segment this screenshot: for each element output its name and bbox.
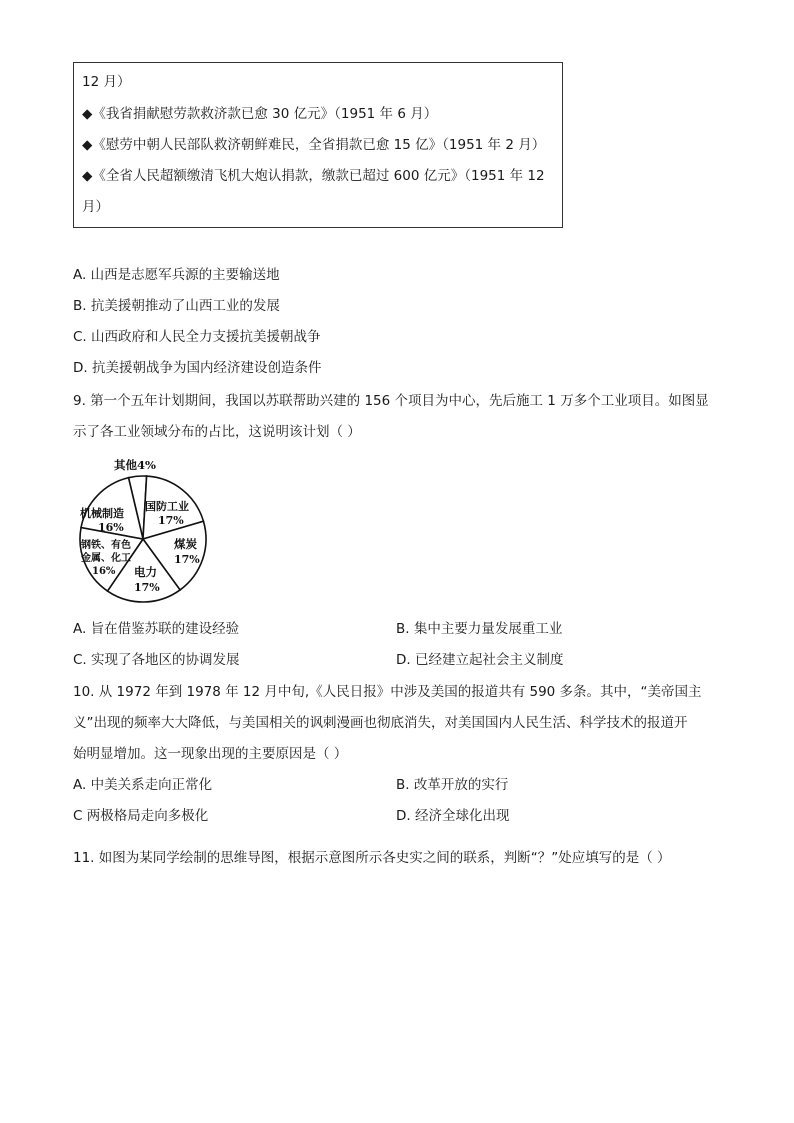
q10-option-b: B. 改革开放的实行 — [396, 777, 509, 793]
box-line-3: ◆《慰劳中朝人民部队救济朝鲜难民，全省捐款已愈 15 亿》（1951 年 2 月） — [82, 137, 546, 153]
box-line-1: 12 月） — [82, 74, 131, 90]
source-box — [73, 62, 563, 228]
q10-option-c: C 两极格局走向多极化 — [73, 808, 209, 824]
label-other: 其他4% — [114, 458, 156, 472]
q10-stem-line-2: 义”出现的频率大大降低，与美国相关的讽刺漫画也彻底消失，对美国国内人民生活、科学技术的报道开 — [73, 715, 688, 731]
q9-stem-line-2: 示了各工业领域分布的占比，这说明该计划（ ） — [73, 424, 361, 440]
label-steel-2: 金属、化工 — [81, 553, 131, 564]
q10-option-a: A. 中美关系走向正常化 — [73, 777, 213, 793]
q9-option-d: D. 已经建立起社会主义制度 — [396, 652, 564, 668]
label-machine: 机械制造 — [80, 507, 124, 520]
label-power: 电力 — [134, 565, 157, 579]
q8-option-b: B. 抗美援朝推动了山西工业的发展 — [73, 298, 280, 314]
q9-option-b: B. 集中主要力量发展重工业 — [396, 621, 563, 637]
label-power-pct: 17% — [134, 581, 160, 594]
label-steel-1: 钢铁、有色 — [81, 540, 131, 551]
q8-option-a: A. 山西是志愿军兵源的主要输送地 — [73, 267, 280, 283]
box-line-5: 月） — [82, 199, 109, 215]
label-coal-pct: 17% — [174, 553, 200, 566]
label-defense: 国防工业 — [145, 500, 189, 513]
q9-option-a: A. 旨在借鉴苏联的建设经验 — [73, 621, 240, 637]
box-line-4: ◆《全省人民超额缴清飞机大炮认捐款，缴款已超过 600 亿元》（1951 年 12 — [82, 168, 545, 184]
q8-option-d: D. 抗美援朝战争为国内经济建设创造条件 — [73, 360, 322, 376]
q10-stem-line-3: 始明显增加。这一现象出现的主要原因是（ ） — [73, 746, 348, 762]
q11-stem-line-1: 11. 如图为某同学绘制的思维导图，根据示意图所示各史实之间的联系，判断“？”处应填写的是（ ） — [73, 850, 671, 866]
label-defense-pct: 17% — [158, 514, 184, 527]
label-coal: 煤炭 — [174, 537, 197, 551]
label-steel-pct: 16% — [92, 566, 116, 577]
pie-chart — [76, 452, 216, 612]
q10-option-d: D. 经济全球化出现 — [396, 808, 510, 824]
q10-stem-line-1: 10. 从 1972 年到 1978 年 12 月中旬,《人民日报》中涉及美国的报道共有 590 多条。其中，“美帝国主 — [73, 684, 702, 700]
q9-stem-line-1: 9. 第一个五年计划期间，我国以苏联帮助兴建的 156 个项目为中心，先后施工 1 万多个工业项目。如图显 — [73, 393, 709, 409]
q9-option-c: C. 实现了各地区的协调发展 — [73, 652, 240, 668]
label-machine-pct: 16% — [98, 521, 124, 534]
box-line-2: ◆《我省捐献慰劳款救济款已愈 30 亿元》（1951 年 6 月） — [82, 106, 438, 122]
q8-option-c: C. 山西政府和人民全力支援抗美援朝战争 — [73, 329, 321, 345]
